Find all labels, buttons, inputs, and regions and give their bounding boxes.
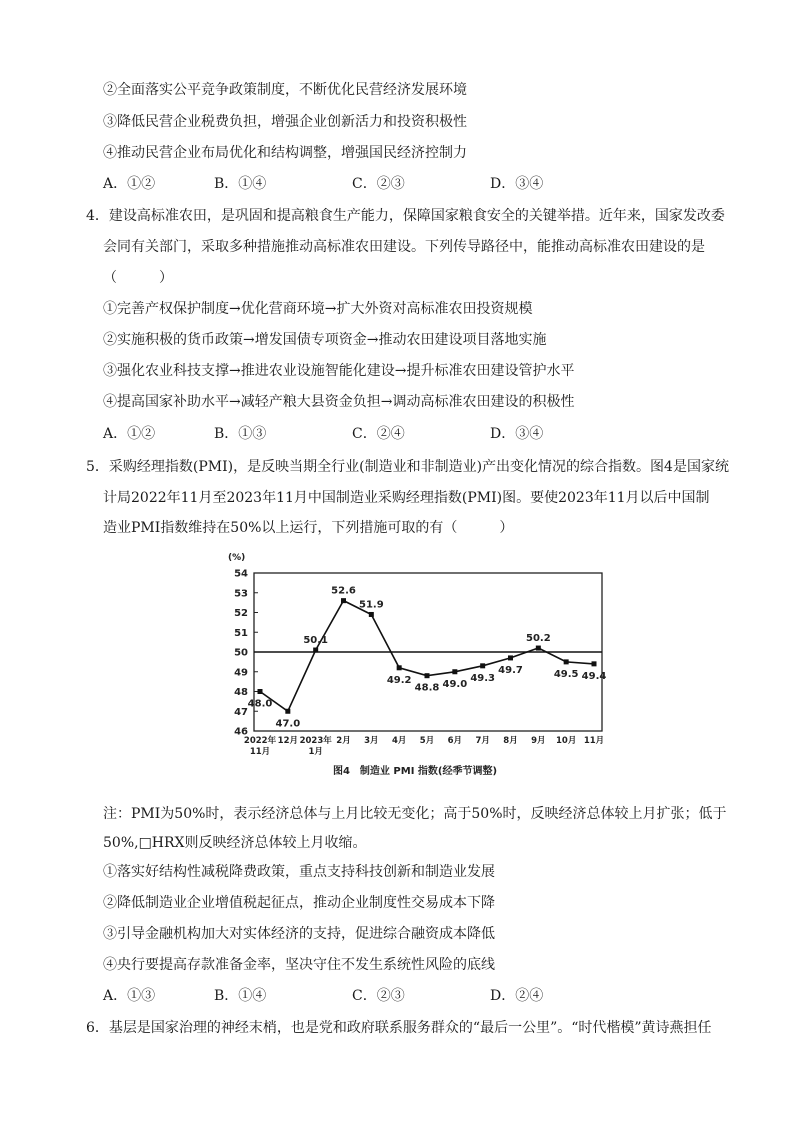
figure-caption: 图4 制造业 PMI 指数(经季节调整)	[332, 766, 498, 777]
x-tick-label: 3月	[364, 736, 379, 746]
data-point-label: 50.1	[303, 635, 329, 647]
x-tick-label: 10月	[555, 736, 577, 746]
x-tick-label: 1月	[308, 747, 323, 757]
data-point-marker	[258, 689, 263, 694]
q5-option-b[interactable]: B．①④	[214, 988, 267, 1004]
data-point-marker	[536, 646, 541, 651]
x-tick-label: 9月	[531, 736, 546, 746]
q3-item-4: ④推动民营企业布局优化和结构调整，增强国民经济控制力	[103, 145, 467, 161]
q4-option-d[interactable]: D．③④	[490, 426, 544, 442]
q5-note-line-1: 注：PMI为50%时，表示经济总体与上月比较无变化；高于50%时，反映经济总体较上月扩张；低于	[103, 806, 727, 822]
data-point-label: 49.4	[581, 670, 606, 682]
q5-option-c[interactable]: C．②③	[352, 988, 405, 1004]
y-tick-label: 48	[234, 687, 248, 698]
x-tick-label: 2月	[336, 736, 351, 746]
y-tick-label: 47	[234, 706, 248, 718]
q4-stem-line-1: 4．建设高标准农田，是巩固和提高粮食生产能力，保障国家粮食安全的关键举措。近年来，国家发改委	[86, 208, 725, 224]
q5-stem-line-3: 造业PMI指数维持在50%以上运行，下列措施可取的有（ ）	[103, 520, 514, 536]
x-tick-label: 7月	[475, 736, 490, 746]
q4-item-3: ③强化农业科技支撑→推进农业设施智能化建设→提升标准农田建设管护水平	[103, 363, 575, 379]
x-tick-label: 12月	[277, 736, 299, 746]
q5-item-4: ④央行要提高存款准备金率，坚决守住不发生系统性风险的底线	[103, 957, 495, 973]
q3-option-b[interactable]: B．①④	[214, 176, 267, 192]
q4-option-a[interactable]: A．①②	[103, 426, 156, 442]
data-point-marker	[564, 659, 569, 664]
q4-option-c[interactable]: C．②④	[352, 426, 405, 442]
q5-item-3: ③引导金融机构加大对实体经济的支持，促进综合融资成本降低	[103, 926, 495, 942]
data-point-marker	[313, 648, 318, 653]
x-tick-label: 5月	[419, 736, 435, 746]
data-point-marker	[369, 612, 374, 617]
q3-option-c[interactable]: C．②③	[352, 176, 405, 192]
q3-option-a[interactable]: A．①②	[103, 176, 156, 192]
q4-answer-blank: （ ）	[103, 270, 173, 286]
data-point-label: 49.2	[386, 674, 412, 686]
data-point-marker	[480, 663, 485, 668]
data-point-label: 49.7	[498, 664, 523, 676]
q3-item-2: ②全面落实公平竞争政策制度，不断优化民营经济发展环境	[103, 82, 467, 98]
data-point-label: 52.6	[331, 585, 356, 597]
q5-option-a[interactable]: A．①③	[103, 988, 156, 1004]
data-point-label: 49.5	[553, 668, 579, 680]
data-point-label: 48.0	[247, 698, 273, 710]
data-point-marker	[341, 598, 346, 603]
q4-item-2: ②实施积极的货币政策→增发国债专项资金→推动农田建设项目落地实施	[103, 332, 547, 348]
q5-option-d[interactable]: D．②④	[490, 988, 544, 1004]
x-tick-label: 2023年	[299, 736, 332, 746]
q6-stem-line-1: 6．基层是国家治理的神经末梢，也是党和政府联系服务群众的“最后一公里”。“时代楷模”黄诗燕担任	[86, 1020, 712, 1036]
x-tick-label: 6月	[447, 736, 463, 746]
q5-item-1: ①落实好结构性减税降费政策，重点支持科技创新和制造业发展	[103, 864, 495, 880]
q5-item-2: ②降低制造业企业增值税起征点，推动企业制度性交易成本下降	[103, 895, 495, 911]
q5-stem-line-2: 计局2022年11月至2023年11月中国制造业采购经理指数(PMI)图。要使2023年11月以后中国制	[103, 490, 710, 506]
data-point-marker	[592, 661, 597, 666]
data-point-label: 49.3	[470, 672, 496, 684]
q4-item-1: ①完善产权保护制度→优化营商环境→扩大外资对高标准农田投资规模	[103, 301, 533, 317]
pmi-line-chart	[224, 548, 606, 780]
y-tick-label: 50	[234, 647, 248, 659]
x-tick-label: 4月	[391, 736, 407, 746]
x-tick-label: 11月	[583, 736, 605, 746]
data-point-label: 49.0	[442, 678, 468, 690]
pmi-chart-figure	[224, 548, 606, 780]
q3-item-3: ③降低民营企业税费负担，增强企业创新活力和投资积极性	[103, 114, 467, 130]
y-tick-label: 51	[234, 627, 248, 639]
pmi-series-line	[260, 601, 594, 712]
q4-option-b[interactable]: B．①③	[214, 426, 267, 442]
data-point-marker	[285, 709, 290, 714]
data-point-marker	[425, 673, 430, 678]
data-point-marker	[452, 669, 457, 674]
data-point-marker	[508, 655, 513, 660]
q5-stem-line-1: 5．采购经理指数(PMI)，是反映当期全行业(制造业和非制造业)产出变化情况的综合指数。图4是国家统	[86, 459, 729, 475]
y-tick-label: 49	[234, 667, 248, 679]
data-point-label: 47.0	[275, 718, 301, 730]
y-tick-label: 52	[234, 608, 248, 619]
q4-item-4: ④提高国家补助水平→减轻产粮大县资金负担→调动高标准农田建设的积极性	[103, 394, 575, 410]
y-tick-label: 54	[234, 568, 248, 580]
data-point-label: 51.9	[358, 599, 384, 611]
y-tick-label: 53	[234, 588, 248, 600]
x-tick-label: 8月	[503, 736, 518, 746]
x-tick-label: 11月	[249, 747, 271, 757]
y-tick-label: 46	[234, 726, 248, 738]
q4-stem-line-2: 会同有关部门，采取多种措施推动高标准农田建设。下列传导路径中，能推动高标准农田建设的是	[103, 239, 705, 255]
data-point-marker	[397, 665, 402, 670]
data-point-label: 48.8	[414, 682, 440, 694]
x-tick-label: 2022年	[243, 736, 277, 746]
y-axis-unit-label: (%)	[228, 553, 246, 563]
data-point-label: 50.2	[525, 633, 551, 645]
q5-note-line-2: 50%,□HRX则反映经济总体较上月收缩。	[103, 835, 367, 851]
q3-option-d[interactable]: D．③④	[490, 176, 544, 192]
